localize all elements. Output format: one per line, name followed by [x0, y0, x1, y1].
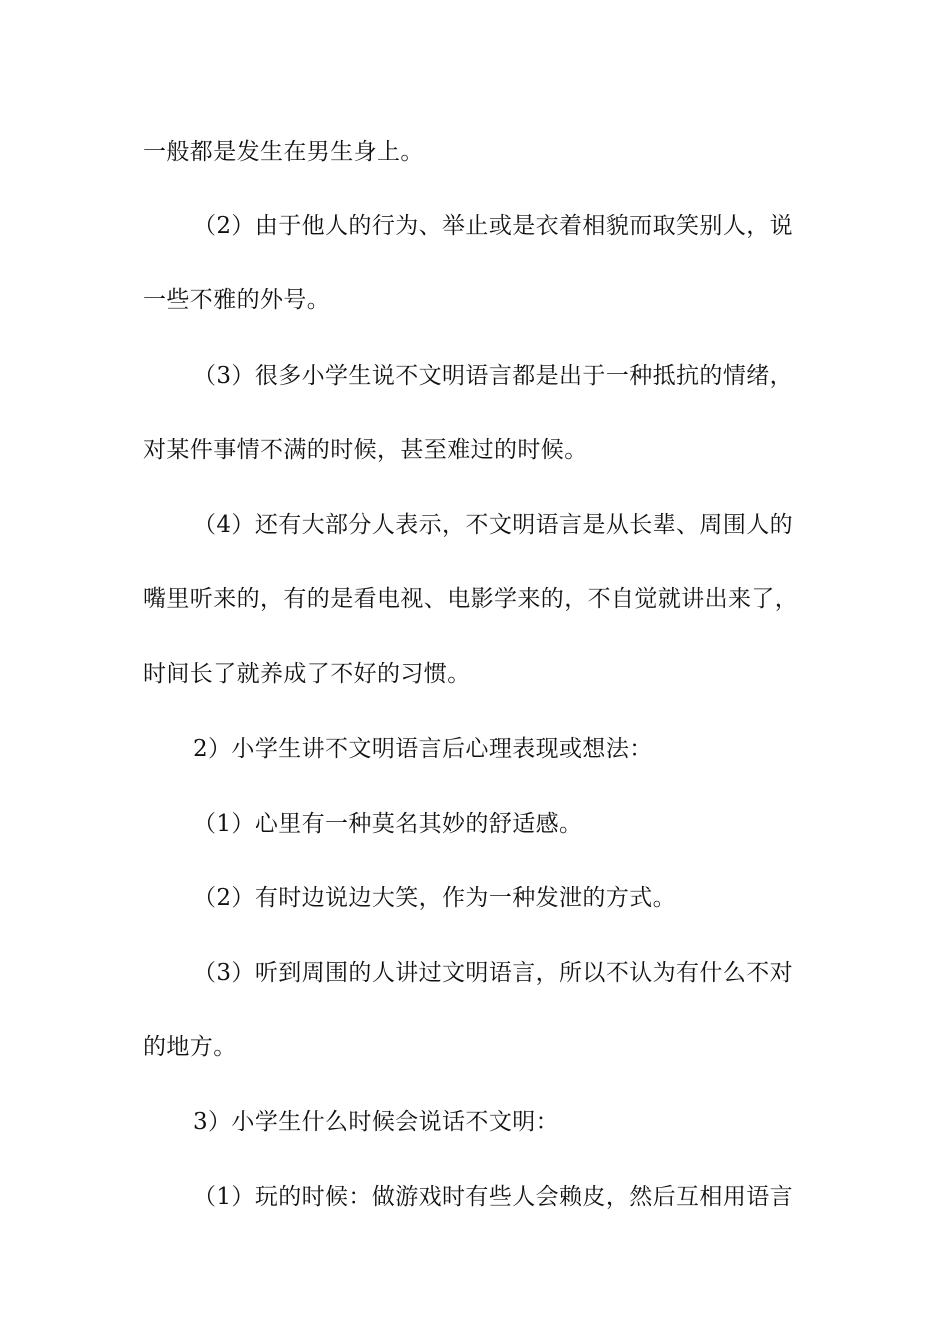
text-line-2: （2）由于他人的行为、举止或是衣着相貌而取笑别人，说: [193, 213, 794, 239]
text-line-13: 的地方。: [143, 1034, 237, 1060]
text-line-1: 一般都是发生在男生身上。: [143, 139, 424, 165]
text-line-3: 一些不雅的外号。: [143, 287, 331, 313]
text-line-12: （3）听到周围的人讲过文明语言，所以不认为有什么不对: [193, 960, 794, 986]
text-line-6: （4）还有大部分人表示，不文明语言是从长辈、周围人的: [193, 512, 794, 538]
text-line-7: 嘴里听来的，有的是看电视、电影学来的，不自觉就讲出来了，: [143, 586, 799, 612]
text-line-8: 时间长了就养成了不好的习惯。: [143, 661, 471, 687]
text-line-4: （3）很多小学生说不文明语言都是出于一种抵抗的情绪，: [193, 363, 794, 389]
text-line-11: （2）有时边说边大笑，作为一种发泄的方式。: [193, 885, 677, 911]
text-line-10: （1）心里有一种莫名其妙的舒适感。: [193, 811, 583, 837]
text-line-14: 3）小学生什么时候会说话不文明：: [193, 1109, 560, 1135]
text-line-9: 2）小学生讲不文明语言后心理表现或想法：: [193, 736, 653, 762]
text-line-15: （1）玩的时候：做游戏时有些人会赖皮，然后互相用语言: [193, 1184, 794, 1210]
text-line-5: 对某件事情不满的时候，甚至难过的时候。: [143, 437, 588, 463]
